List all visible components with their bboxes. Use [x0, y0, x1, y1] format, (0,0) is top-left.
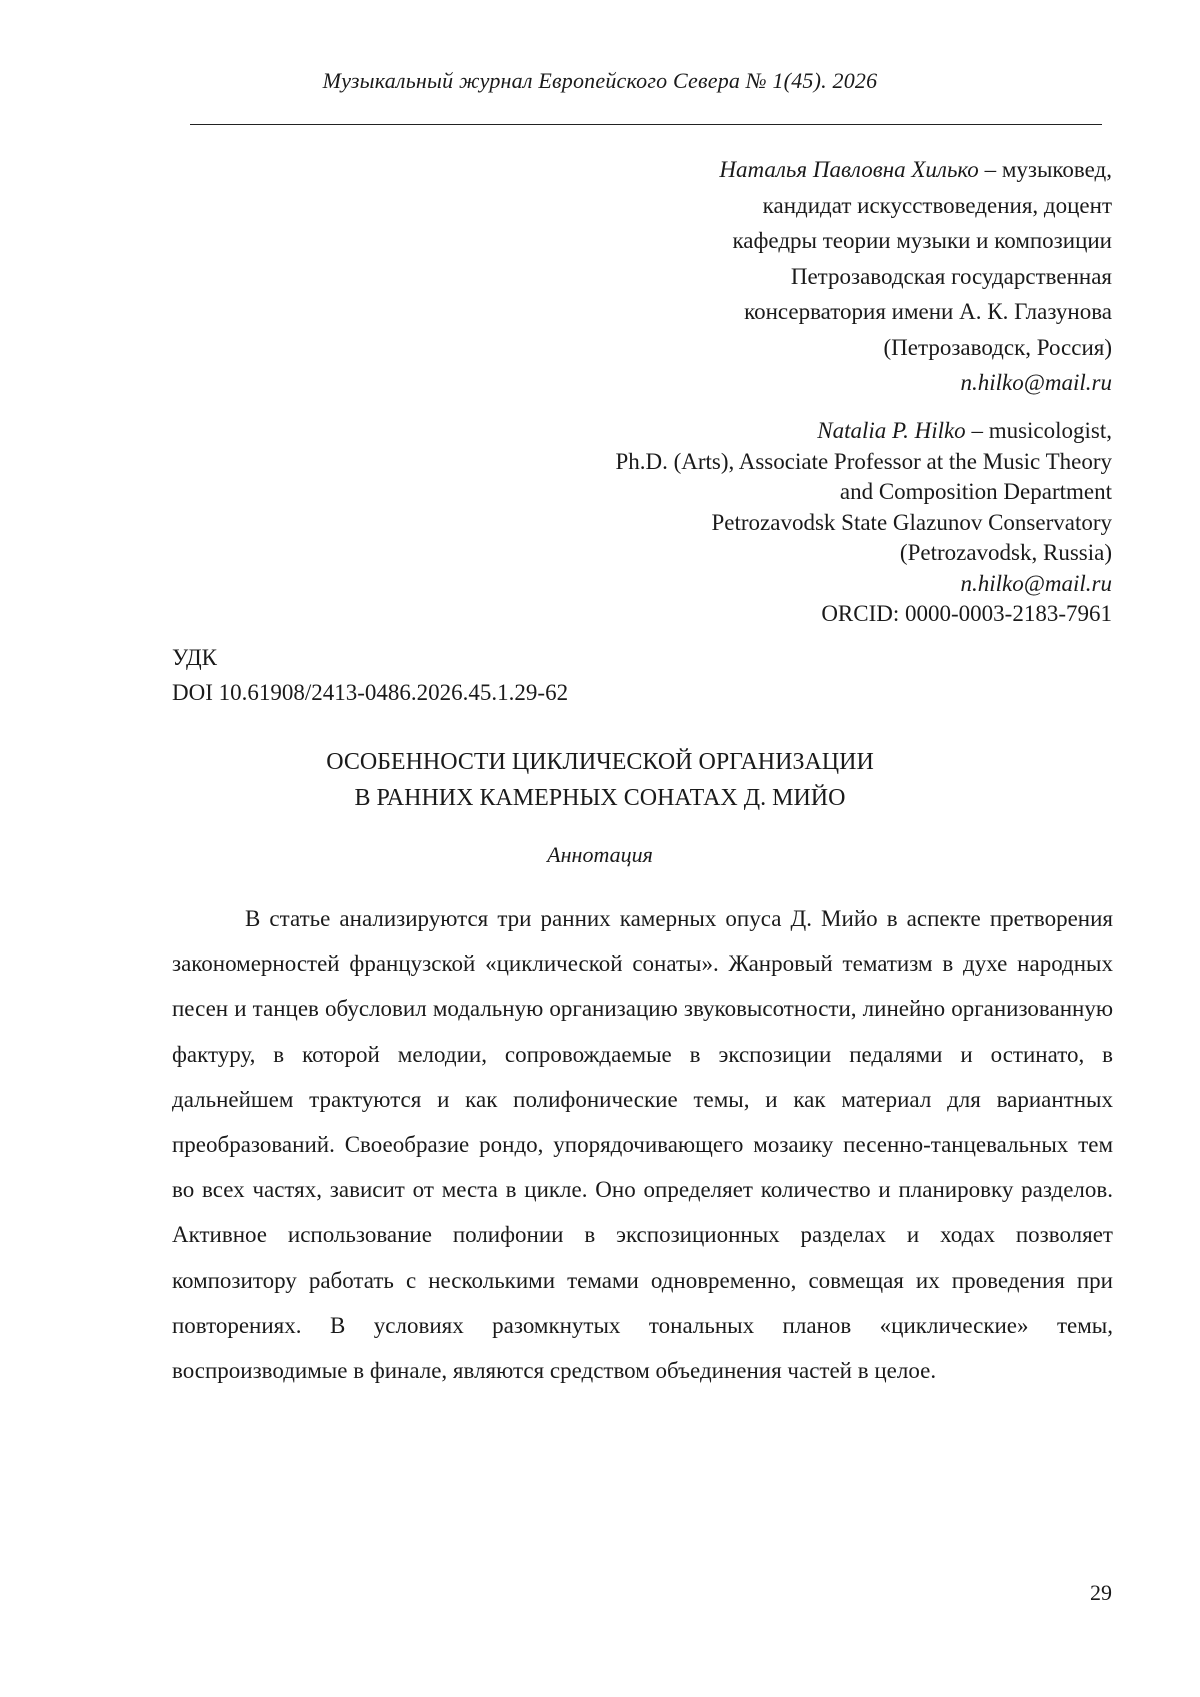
- running-header: Музыкальный журнал Европейского Севера № 1(45). 2026: [322, 68, 878, 93]
- article-title: [0, 744, 1200, 816]
- abstract-body: [172, 896, 1113, 1393]
- doi-label: DOI 10.61908/2413-0486.2026.45.1.29-62: [172, 680, 569, 705]
- author-info-ru: [719, 152, 1112, 401]
- page-number: 29: [1090, 1580, 1112, 1605]
- author-name-line-en: [615, 416, 1112, 447]
- author-role-ru: – музыковед,: [978, 157, 1112, 182]
- abstract-paragraph: В статье анализируются три ранних камерных опуса Д. Мийо в аспекте претворения закономерностей французской «циклической сонаты». Жанровый тематизм в духе народных песен и танцев обусловил модальную организацию звуковысотности, линейно организованную фактуру, в которой мелодии, сопровождаемые в экспозиции педалями и остинато, в дальнейшем трактуются и как полифонические темы, и как материал для вариантных преобразований. Своеобразие рондо, упорядочивающего мозаику песенно-танцевальных тем во всех частях, зависит от места в цикле. Оно определяет количество и планировку разделов. Активное использование полифонии в экспозиционных разделах и ходах позволяет композитору работать с несколькими темами одновременно, совмещая их проведения при повторениях. В условиях разомкнутых тональных планов «циклические» темы, воспроизводимые в финале, являются средством объединения частей в целое.: [172, 906, 1113, 1384]
- author-affiliation-line: Петрозаводская государственная: [790, 263, 1112, 289]
- author-name-ru: Наталья Павловна Хилько: [719, 157, 979, 182]
- author-affiliation-line: кафедры теории музыки и композиции: [732, 228, 1112, 253]
- author-name-en: Natalia P. Hilko: [817, 418, 966, 443]
- author-email-en: n.hilko@mail.ru: [960, 570, 1112, 596]
- author-info-en: [615, 416, 1112, 630]
- abstract-heading: Аннотация: [547, 842, 653, 867]
- classification-block: [172, 640, 568, 710]
- udk-label: УДК: [172, 645, 217, 670]
- author-name-line-ru: [719, 152, 1112, 188]
- author-email-ru: n.hilko@mail.ru: [960, 370, 1112, 395]
- author-affiliation-line: (Petrozavodsk, Russia): [899, 540, 1112, 565]
- header-divider: [190, 124, 1102, 125]
- author-affiliation-line: кандидат искусствоведения, доцент: [762, 192, 1112, 218]
- author-orcid: ORCID: 0000-0003-2183-7961: [821, 601, 1112, 626]
- author-affiliation-line: консерватория имени А. К. Глазунова: [744, 299, 1112, 324]
- author-affiliation-line: and Composition Department: [839, 479, 1112, 504]
- author-affiliation-line: (Петрозаводск, Россия): [883, 334, 1112, 360]
- article-title-line-2: В РАННИХ КАМЕРНЫХ СОНАТАХ Д. МИЙО: [354, 785, 846, 811]
- author-affiliation-line: Petrozavodsk State Glazunov Conservatory: [711, 509, 1112, 535]
- author-affiliation-line: Ph.D. (Arts), Associate Professor at the Music Theory: [615, 448, 1112, 474]
- article-title-line-1: ОСОБЕННОСТИ ЦИКЛИЧЕСКОЙ ОРГАНИЗАЦИИ: [326, 749, 874, 775]
- author-role-en: – musicologist,: [965, 418, 1112, 443]
